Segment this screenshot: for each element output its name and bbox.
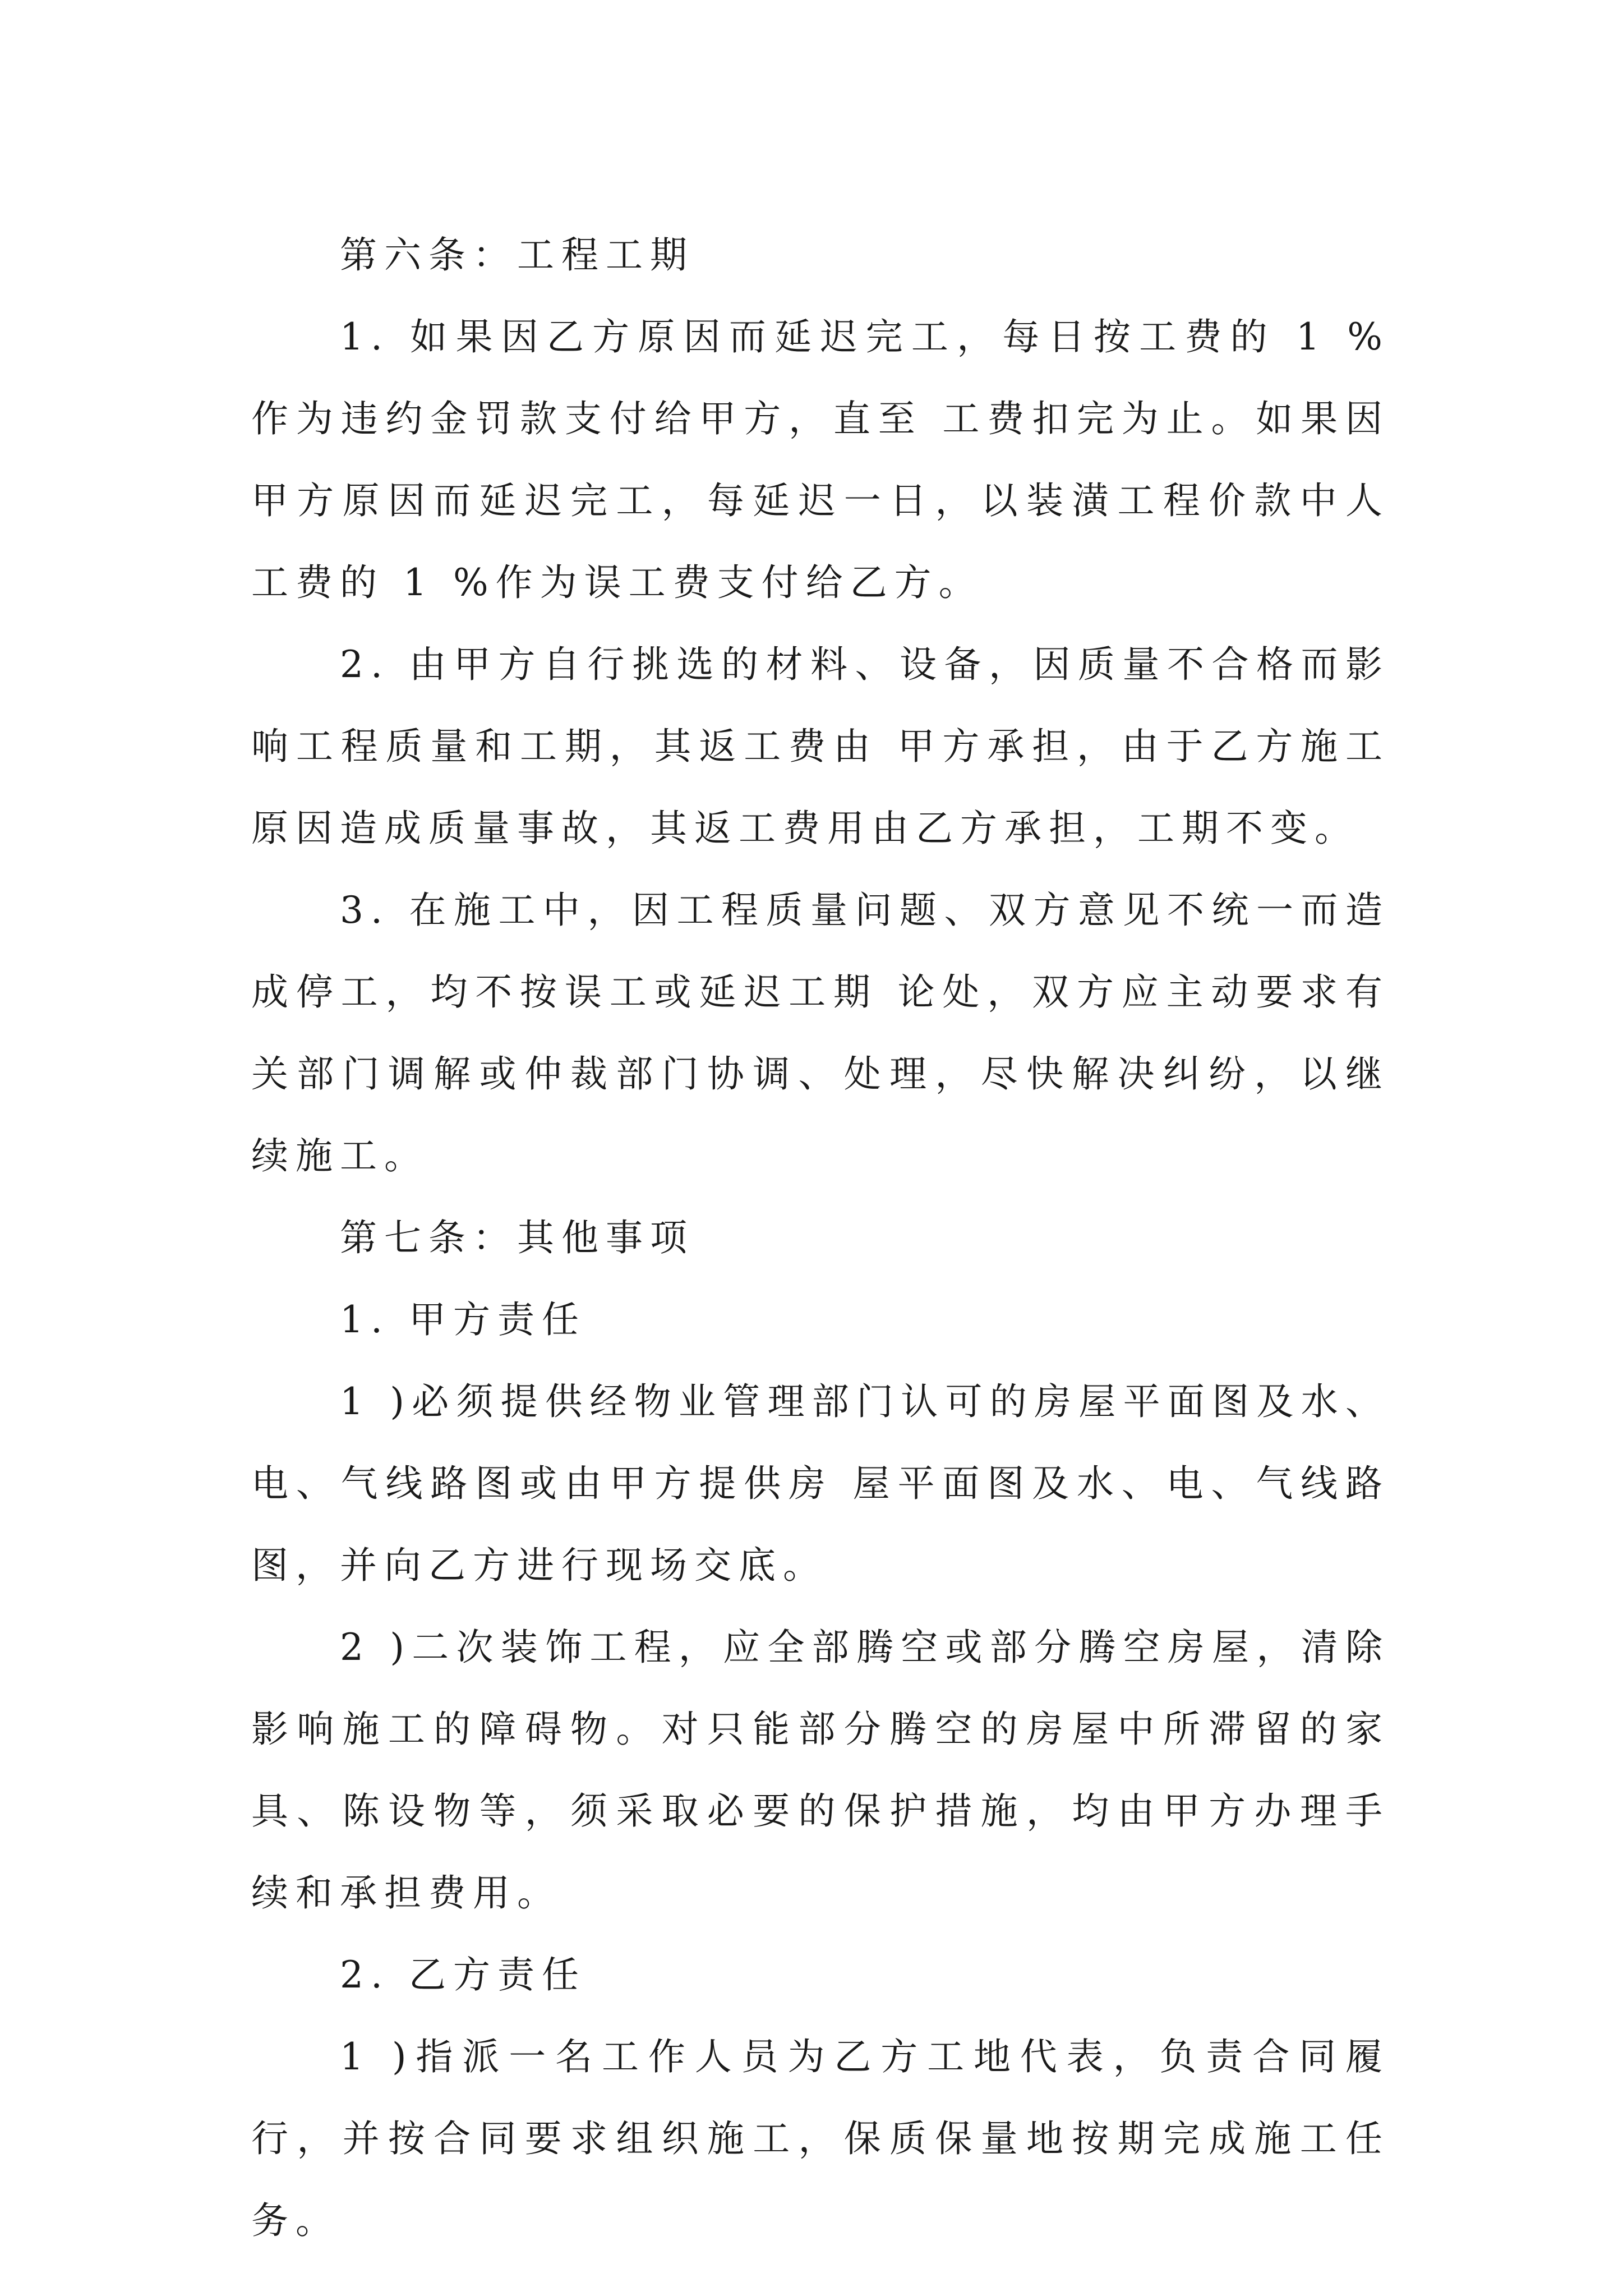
party-a-item-2: 2 )二次装饰工程，应全部腾空或部分腾空房屋，清除影响施工的障碍物。对只能部分腾空的房屋中所滞留的家具、陈设物等，须采取必要的保护措施，均由甲方办理手续和承担费用。 (251, 1626, 1390, 1915)
document-body (251, 214, 1390, 2262)
article-6-clause-3: 3. 在施工中，因工程质量问题、双方意见不统一而造成停工，均不按误工或延迟工期 论处，双方应主动要求有关部门调解或仲裁部门协调、处理，尽快解决纠纷，以继续施工。 (251, 889, 1390, 1177)
article-6-clause-1: 1. 如果因乙方原因而延迟完工，每日按工费的 1 %作为违约金罚款支付给甲方，直至 工费扣完为止。如果因甲方原因而延迟完工，每延迟一日，以装潢工程价款中人工费的 1 %作为误工费支付给乙方。 (251, 315, 1390, 604)
article-7-heading: 第七条：其他事项 (340, 1216, 694, 1259)
article-6-clause-2: 2. 由甲方自行挑选的材料、设备，因质量不合格而影响工程质量和工期，其返工费由 甲方承担，由于乙方施工原因造成质量事故，其返工费用由乙方承担，工期不变。 (251, 643, 1390, 850)
party-b-responsibility-heading: 2. 乙方责任 (340, 1953, 586, 1996)
party-b-item-1: 1 )指派一名工作人员为乙方工地代表，负责合同履行，并按合同要求组织施工，保质保量地按期完成施工任务。 (251, 2035, 1390, 2242)
article-6-heading: 第六条：工程工期 (340, 233, 694, 277)
party-a-responsibility-heading: 1. 甲方责任 (340, 1298, 586, 1341)
party-a-item-1: 1 )必须提供经物业管理部门认可的房屋平面图及水、电、气线路图或由甲方提供房 屋平面图及水、电、气线路图，并向乙方进行现场交底。 (251, 1380, 1390, 1587)
